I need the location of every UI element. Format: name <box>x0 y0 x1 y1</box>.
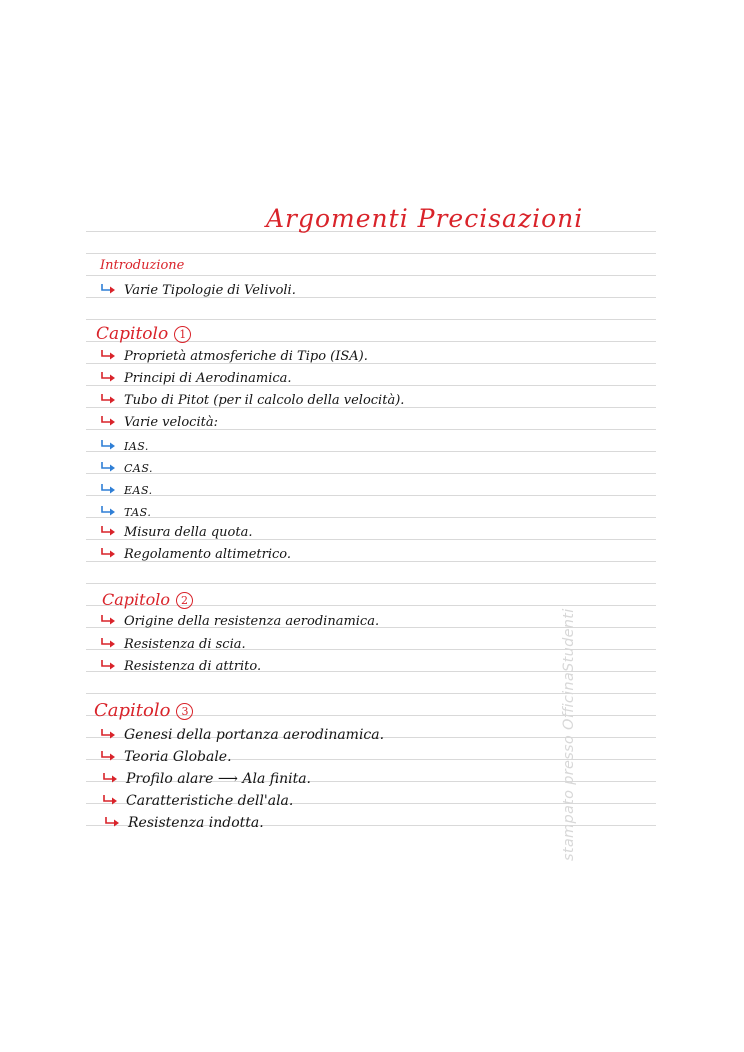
hook-arrow-icon <box>104 816 120 828</box>
hook-arrow-icon <box>100 637 116 649</box>
hook-arrow-icon <box>100 750 116 762</box>
section-heading-capitolo-3 <box>94 700 193 721</box>
list-item: EAS. <box>100 483 153 497</box>
hook-arrow-icon <box>102 772 118 784</box>
list-item: Resistenza di scia. <box>100 637 246 652</box>
hook-arrow-icon <box>100 393 116 405</box>
chapter-number-badge: 2 <box>176 592 193 609</box>
list-item: Varie Tipologie di Velivoli. <box>100 283 296 298</box>
chapter-number-badge: 1 <box>174 326 191 343</box>
list-item: Caratteristiche dell'ala. <box>102 793 293 809</box>
list-item: Resistenza di attrito. <box>100 659 261 674</box>
heading-label: Capitolo <box>102 590 170 609</box>
list-item: TAS. <box>100 505 151 519</box>
heading-label: Introduzione <box>100 258 185 273</box>
list-item: Misura della quota. <box>100 525 252 540</box>
list-item: Resistenza indotta. <box>104 815 264 831</box>
ruled-line <box>86 495 656 496</box>
heading-label: Capitolo <box>96 324 169 344</box>
hook-arrow-icon <box>100 461 116 473</box>
hook-arrow-icon <box>100 525 116 537</box>
list-item: Regolamento altimetrico. <box>100 547 291 562</box>
list-item: Proprietà atmosferiche di Tipo (ISA). <box>100 349 368 364</box>
ruled-line <box>86 583 656 584</box>
hook-arrow-icon <box>100 659 116 671</box>
heading-label: Capitolo <box>94 700 171 721</box>
hook-arrow-icon <box>100 283 116 295</box>
section-heading-capitolo-1 <box>96 324 191 344</box>
hook-arrow-icon <box>100 547 116 559</box>
ruled-line <box>86 253 656 254</box>
list-item: Principi di Aerodinamica. <box>100 371 292 386</box>
watermark: stampato presso OfficinaStudenti <box>561 608 577 861</box>
ruled-line <box>86 473 656 474</box>
list-item: Profilo alare ⟶ Ala finita. <box>102 771 311 787</box>
page-title: Argomenti Precisazioni <box>266 204 584 233</box>
hook-arrow-icon <box>100 439 116 451</box>
ruled-line <box>86 517 656 518</box>
hook-arrow-icon <box>100 728 116 740</box>
hook-arrow-icon <box>100 415 116 427</box>
list-item: CAS. <box>100 461 153 475</box>
list-item: Origine della resistenza aerodinamica. <box>100 614 379 629</box>
chapter-number-badge: 3 <box>176 703 193 720</box>
section-heading-introduzione <box>100 258 184 273</box>
ruled-line <box>86 319 656 320</box>
list-item: Teoria Globale. <box>100 749 232 765</box>
list-item: Tubo di Pitot (per il calcolo della velocità). <box>100 393 404 408</box>
ruled-line <box>86 451 656 452</box>
list-item: IAS. <box>100 439 149 453</box>
hook-arrow-icon <box>100 483 116 495</box>
hook-arrow-icon <box>100 371 116 383</box>
hook-arrow-icon <box>100 505 116 517</box>
hook-arrow-icon <box>100 614 116 626</box>
hook-arrow-icon <box>102 794 118 806</box>
list-item: Genesi della portanza aerodinamica. <box>100 727 384 743</box>
hook-arrow-icon <box>100 349 116 361</box>
ruled-line <box>86 275 656 276</box>
section-heading-capitolo-2 <box>102 590 193 609</box>
list-item: Varie velocità: <box>100 415 218 430</box>
